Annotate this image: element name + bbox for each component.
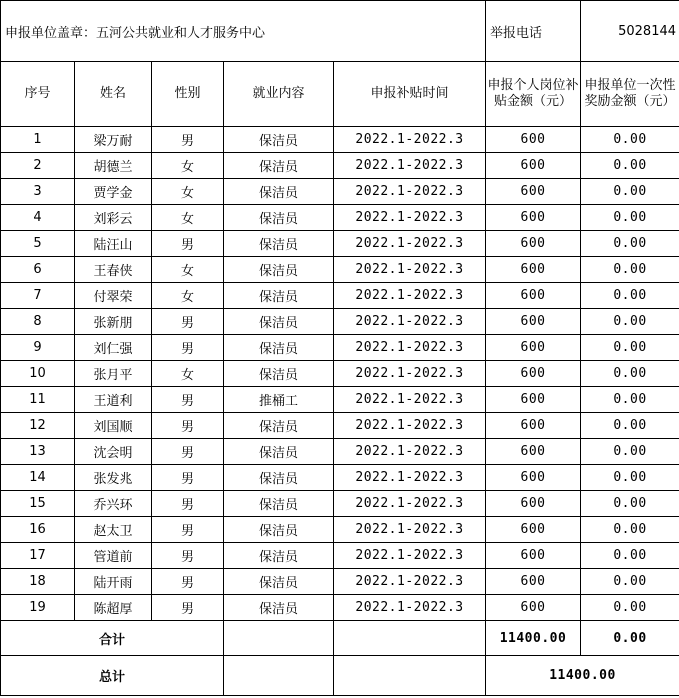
cell-unit-amount: 0.00 xyxy=(581,231,679,257)
cell-job: 保洁员 xyxy=(224,153,334,179)
cell-gender: 男 xyxy=(152,439,224,465)
header-name: 姓名 xyxy=(75,62,152,127)
cell-name: 陆汪山 xyxy=(75,231,152,257)
cell-gender: 女 xyxy=(152,205,224,231)
cell-name: 梁万耐 xyxy=(75,127,152,153)
cell-period: 2022.1-2022.3 xyxy=(334,465,486,491)
cell-job: 保洁员 xyxy=(224,335,334,361)
table-row xyxy=(1,543,679,569)
total-label: 总计 xyxy=(1,656,224,696)
cell-personal-amount: 600 xyxy=(486,257,581,283)
cell-name: 王道利 xyxy=(75,387,152,413)
subtotal-empty-1 xyxy=(224,621,334,656)
cell-gender: 女 xyxy=(152,153,224,179)
table-row xyxy=(1,517,679,543)
cell-name: 刘彩云 xyxy=(75,205,152,231)
cell-period: 2022.1-2022.3 xyxy=(334,257,486,283)
cell-name: 张月平 xyxy=(75,361,152,387)
cell-seq: 8 xyxy=(1,309,75,335)
cell-job: 保洁员 xyxy=(224,543,334,569)
subtotal-personal: 11400.00 xyxy=(486,621,581,656)
cell-job: 保洁员 xyxy=(224,361,334,387)
cell-unit-amount: 0.00 xyxy=(581,387,679,413)
cell-seq: 11 xyxy=(1,387,75,413)
table-row xyxy=(1,335,679,361)
table-row xyxy=(1,257,679,283)
cell-seq: 6 xyxy=(1,257,75,283)
cell-unit-amount: 0.00 xyxy=(581,491,679,517)
cell-name: 贾学金 xyxy=(75,179,152,205)
cell-seq: 14 xyxy=(1,465,75,491)
subtotal-label: 合计 xyxy=(1,621,224,656)
cell-gender: 女 xyxy=(152,283,224,309)
table-row xyxy=(1,439,679,465)
table-row xyxy=(1,205,679,231)
unit-info-row xyxy=(1,1,679,62)
cell-unit-amount: 0.00 xyxy=(581,205,679,231)
cell-personal-amount: 600 xyxy=(486,309,581,335)
header-unit-amount: 申报单位一次性奖励金额（元） xyxy=(581,62,679,127)
cell-period: 2022.1-2022.3 xyxy=(334,387,486,413)
cell-seq: 1 xyxy=(1,127,75,153)
table-row xyxy=(1,309,679,335)
cell-period: 2022.1-2022.3 xyxy=(334,283,486,309)
cell-personal-amount: 600 xyxy=(486,543,581,569)
cell-seq: 16 xyxy=(1,517,75,543)
phone-label: 举报电话 xyxy=(486,1,581,62)
table-row xyxy=(1,465,679,491)
subtotal-row xyxy=(1,621,679,656)
cell-personal-amount: 600 xyxy=(486,361,581,387)
header-personal-amount: 申报个人岗位补贴金额（元） xyxy=(486,62,581,127)
header-gender: 性别 xyxy=(152,62,224,127)
cell-gender: 男 xyxy=(152,335,224,361)
cell-job: 保洁员 xyxy=(224,205,334,231)
table-row xyxy=(1,595,679,621)
subtotal-empty-2 xyxy=(334,621,486,656)
cell-name: 沈会明 xyxy=(75,439,152,465)
cell-gender: 男 xyxy=(152,569,224,595)
cell-period: 2022.1-2022.3 xyxy=(334,231,486,257)
cell-name: 王春侠 xyxy=(75,257,152,283)
subtotal-unit: 0.00 xyxy=(581,621,679,656)
cell-period: 2022.1-2022.3 xyxy=(334,335,486,361)
cell-unit-amount: 0.00 xyxy=(581,569,679,595)
cell-job: 保洁员 xyxy=(224,231,334,257)
table-row xyxy=(1,127,679,153)
cell-job: 保洁员 xyxy=(224,283,334,309)
cell-personal-amount: 600 xyxy=(486,491,581,517)
cell-personal-amount: 600 xyxy=(486,595,581,621)
cell-personal-amount: 600 xyxy=(486,231,581,257)
cell-job: 保洁员 xyxy=(224,179,334,205)
cell-personal-amount: 600 xyxy=(486,179,581,205)
cell-unit-amount: 0.00 xyxy=(581,335,679,361)
cell-gender: 男 xyxy=(152,465,224,491)
cell-job: 保洁员 xyxy=(224,491,334,517)
cell-job: 保洁员 xyxy=(224,465,334,491)
cell-unit-amount: 0.00 xyxy=(581,179,679,205)
cell-job: 保洁员 xyxy=(224,439,334,465)
cell-gender: 男 xyxy=(152,517,224,543)
cell-unit-amount: 0.00 xyxy=(581,257,679,283)
cell-unit-amount: 0.00 xyxy=(581,465,679,491)
cell-name: 管道前 xyxy=(75,543,152,569)
cell-seq: 13 xyxy=(1,439,75,465)
cell-gender: 男 xyxy=(152,127,224,153)
cell-gender: 男 xyxy=(152,387,224,413)
table-row xyxy=(1,179,679,205)
table-row xyxy=(1,413,679,439)
cell-job: 保洁员 xyxy=(224,413,334,439)
cell-unit-amount: 0.00 xyxy=(581,413,679,439)
total-value: 11400.00 xyxy=(486,656,679,696)
cell-name: 付翠荣 xyxy=(75,283,152,309)
table-row xyxy=(1,231,679,257)
cell-period: 2022.1-2022.3 xyxy=(334,179,486,205)
total-empty-1 xyxy=(224,656,334,696)
cell-period: 2022.1-2022.3 xyxy=(334,517,486,543)
cell-personal-amount: 600 xyxy=(486,205,581,231)
cell-gender: 女 xyxy=(152,179,224,205)
cell-seq: 10 xyxy=(1,361,75,387)
cell-personal-amount: 600 xyxy=(486,569,581,595)
data-rows xyxy=(1,127,679,621)
cell-seq: 9 xyxy=(1,335,75,361)
cell-seq: 18 xyxy=(1,569,75,595)
cell-period: 2022.1-2022.3 xyxy=(334,491,486,517)
cell-gender: 男 xyxy=(152,413,224,439)
cell-personal-amount: 600 xyxy=(486,465,581,491)
table-row xyxy=(1,387,679,413)
cell-personal-amount: 600 xyxy=(486,283,581,309)
cell-name: 刘仁强 xyxy=(75,335,152,361)
table-row xyxy=(1,361,679,387)
cell-job: 保洁员 xyxy=(224,569,334,595)
cell-seq: 3 xyxy=(1,179,75,205)
cell-name: 陆开雨 xyxy=(75,569,152,595)
table-row xyxy=(1,153,679,179)
header-row xyxy=(1,62,679,127)
cell-job: 保洁员 xyxy=(224,517,334,543)
cell-period: 2022.1-2022.3 xyxy=(334,153,486,179)
cell-unit-amount: 0.00 xyxy=(581,439,679,465)
cell-name: 张新朋 xyxy=(75,309,152,335)
cell-period: 2022.1-2022.3 xyxy=(334,439,486,465)
cell-unit-amount: 0.00 xyxy=(581,361,679,387)
cell-period: 2022.1-2022.3 xyxy=(334,205,486,231)
table-row xyxy=(1,283,679,309)
cell-job: 保洁员 xyxy=(224,595,334,621)
cell-personal-amount: 600 xyxy=(486,153,581,179)
cell-seq: 17 xyxy=(1,543,75,569)
cell-period: 2022.1-2022.3 xyxy=(334,309,486,335)
cell-unit-amount: 0.00 xyxy=(581,153,679,179)
cell-seq: 2 xyxy=(1,153,75,179)
phone-value: 5028144 xyxy=(581,1,679,62)
header-period: 申报补贴时间 xyxy=(334,62,486,127)
cell-seq: 12 xyxy=(1,413,75,439)
cell-period: 2022.1-2022.3 xyxy=(334,595,486,621)
cell-seq: 5 xyxy=(1,231,75,257)
cell-period: 2022.1-2022.3 xyxy=(334,413,486,439)
cell-unit-amount: 0.00 xyxy=(581,127,679,153)
cell-period: 2022.1-2022.3 xyxy=(334,127,486,153)
cell-seq: 7 xyxy=(1,283,75,309)
cell-gender: 男 xyxy=(152,231,224,257)
total-empty-2 xyxy=(334,656,486,696)
table-row xyxy=(1,491,679,517)
cell-job: 保洁员 xyxy=(224,309,334,335)
cell-unit-amount: 0.00 xyxy=(581,517,679,543)
cell-gender: 男 xyxy=(152,595,224,621)
cell-unit-amount: 0.00 xyxy=(581,543,679,569)
cell-gender: 男 xyxy=(152,309,224,335)
cell-period: 2022.1-2022.3 xyxy=(334,569,486,595)
cell-seq: 15 xyxy=(1,491,75,517)
cell-unit-amount: 0.00 xyxy=(581,595,679,621)
cell-job: 保洁员 xyxy=(224,257,334,283)
cell-gender: 女 xyxy=(152,361,224,387)
cell-period: 2022.1-2022.3 xyxy=(334,543,486,569)
cell-personal-amount: 600 xyxy=(486,127,581,153)
cell-personal-amount: 600 xyxy=(486,517,581,543)
cell-name: 刘国顺 xyxy=(75,413,152,439)
cell-unit-amount: 0.00 xyxy=(581,283,679,309)
header-seq: 序号 xyxy=(1,62,75,127)
cell-gender: 男 xyxy=(152,543,224,569)
cell-gender: 男 xyxy=(152,491,224,517)
cell-personal-amount: 600 xyxy=(486,413,581,439)
cell-name: 陈超厚 xyxy=(75,595,152,621)
cell-unit-amount: 0.00 xyxy=(581,309,679,335)
cell-period: 2022.1-2022.3 xyxy=(334,361,486,387)
cell-personal-amount: 600 xyxy=(486,335,581,361)
cell-personal-amount: 600 xyxy=(486,387,581,413)
cell-personal-amount: 600 xyxy=(486,439,581,465)
header-job: 就业内容 xyxy=(224,62,334,127)
cell-name: 胡德兰 xyxy=(75,153,152,179)
cell-name: 赵太卫 xyxy=(75,517,152,543)
cell-seq: 19 xyxy=(1,595,75,621)
table-row xyxy=(1,569,679,595)
cell-seq: 4 xyxy=(1,205,75,231)
cell-name: 乔兴环 xyxy=(75,491,152,517)
total-row xyxy=(1,656,679,696)
cell-name: 张发兆 xyxy=(75,465,152,491)
unit-stamp-label: 申报单位盖章：五河公共就业和人才服务中心 xyxy=(1,1,486,62)
cell-gender: 女 xyxy=(152,257,224,283)
cell-job: 推桶工 xyxy=(224,387,334,413)
cell-job: 保洁员 xyxy=(224,127,334,153)
